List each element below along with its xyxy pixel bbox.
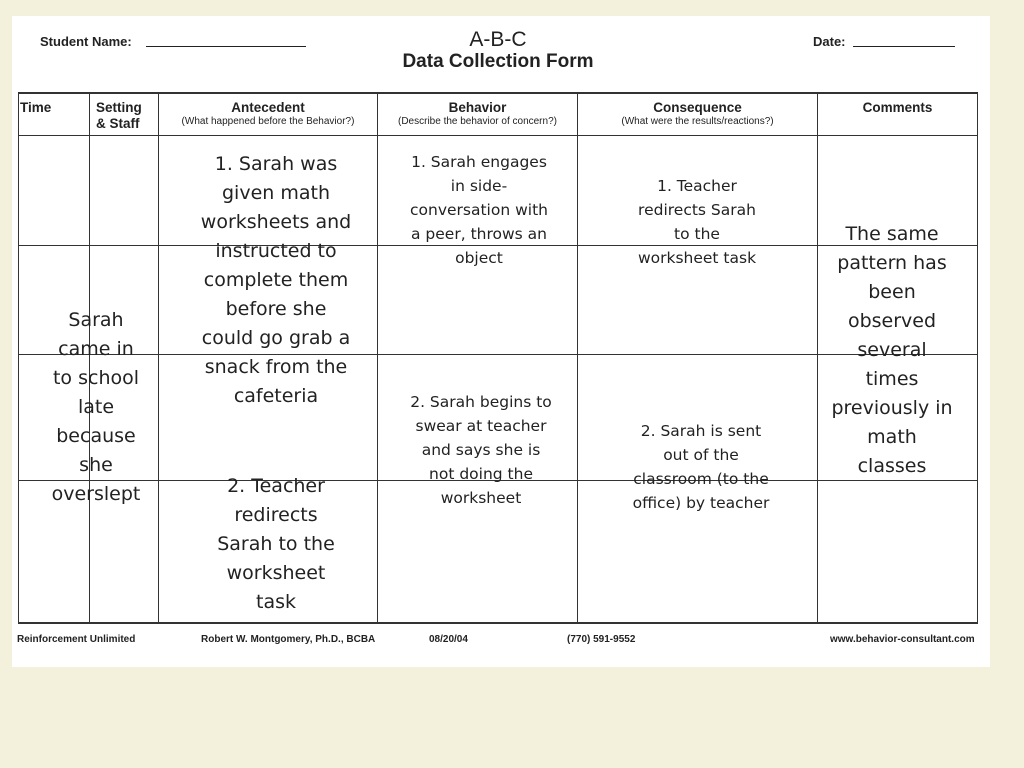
col-header-antecedent: Antecedent (What happened before the Behavior?) xyxy=(181,100,355,127)
date-line xyxy=(853,46,955,47)
header-row-border xyxy=(18,135,978,136)
setting-entry: Sarah came in to school late because she overslept xyxy=(51,309,141,505)
col-border-3 xyxy=(377,92,378,623)
col-header-comments: Comments xyxy=(862,100,933,115)
consequence-entry-2: 2. Sarah is sent out of the classroom (to the office) by teacher xyxy=(632,422,770,512)
form-title-line2: Data Collection Form xyxy=(402,51,594,72)
col-header-consequence: Consequence (What were the results/reactions?) xyxy=(621,100,774,127)
footer-website: www.behavior-consultant.com xyxy=(830,634,975,645)
table-top-border xyxy=(18,92,978,94)
antecedent-entry-1: 1. Sarah was given math worksheets and instructed to complete them before she could go grab a snack from the cafeteria xyxy=(200,153,352,407)
col-header-time: Time xyxy=(20,100,52,115)
footer-author: Robert W. Montgomery, Ph.D., BCBA xyxy=(201,634,376,645)
consequence-entry-1: 1. Teacher redirects Sarah to the worksheet task xyxy=(637,177,757,267)
table-bottom-border xyxy=(18,622,978,624)
col-border-5 xyxy=(817,92,818,623)
date-label: Date: xyxy=(813,34,846,49)
antecedent-entry-2: 2. Teacher redirects Sarah to the worksheet task xyxy=(217,475,335,613)
behavior-entry-2: 2. Sarah begins to swear at teacher and says she is not doing the worksheet xyxy=(410,393,552,507)
col-header-behavior: Behavior (Describe the behavior of concern?) xyxy=(398,100,557,127)
footer-phone: (770) 591-9552 xyxy=(567,634,636,645)
col-border-2 xyxy=(158,92,159,623)
form-title-line1: A-B-C xyxy=(469,28,527,51)
comments-entry: The same pattern has been observed several times previously in math classes xyxy=(831,223,953,477)
student-name-line xyxy=(146,46,306,47)
col-border-6 xyxy=(977,92,978,623)
col-header-setting-staff: Setting & Staff xyxy=(96,100,142,131)
footer-org: Reinforcement Unlimited xyxy=(17,634,136,645)
student-name-label: Student Name: xyxy=(40,34,132,49)
col-border-0 xyxy=(18,92,19,623)
behavior-entry-1: 1. Sarah engages in side-conversation with a peer, throws an object xyxy=(410,153,548,267)
footer-date: 08/20/04 xyxy=(429,634,468,645)
col-border-4 xyxy=(577,92,578,623)
